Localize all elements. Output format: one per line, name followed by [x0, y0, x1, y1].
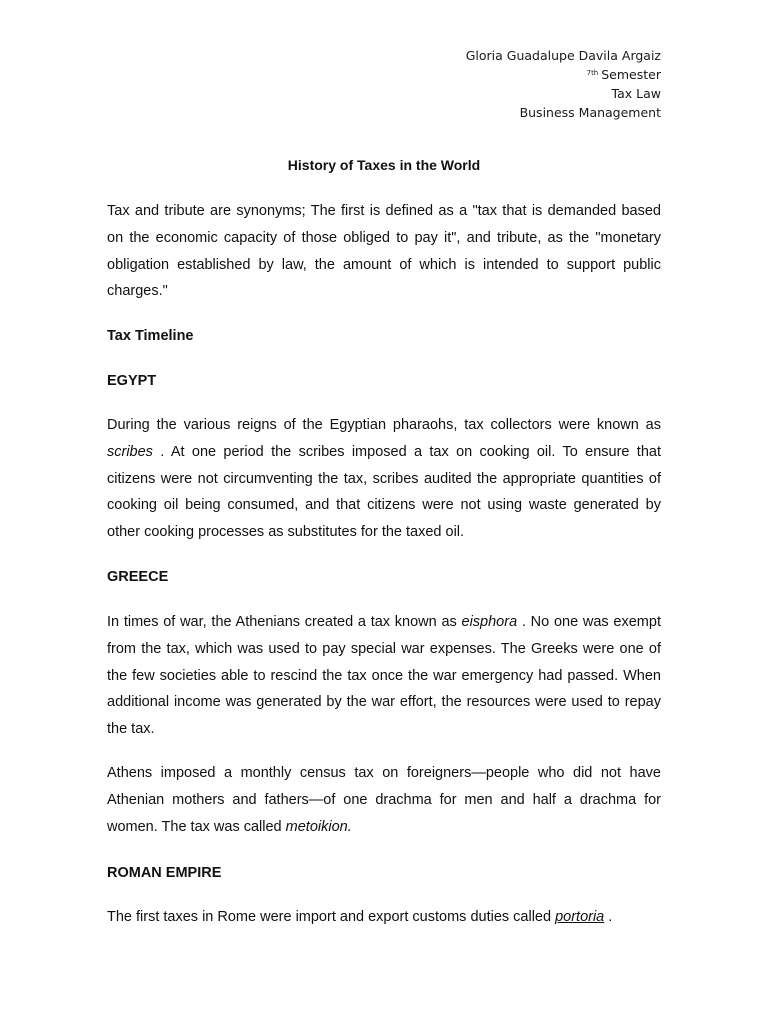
rome-heading: ROMAN EMPIRE	[107, 865, 222, 881]
semester-ordinal: 7th	[586, 69, 599, 77]
egypt-term: scribes	[107, 443, 153, 460]
rome-text-before: The first taxes in Rome were import and export customs duties called	[107, 909, 556, 925]
egypt-text-before: During the various reigns of the Egyptian pharaohs, tax collectors were known as	[107, 417, 661, 433]
author-name: Gloria Guadalupe Davila Argaiz	[465, 48, 661, 63]
greece-p2-before: Athens imposed a monthly census tax on foreigners—people who did not have Athenian mothers and fathers—of one drachma for men and half a drachma for women. The tax was called	[107, 765, 661, 835]
greece-paragraph-1	[107, 609, 661, 743]
rome-term: portoria	[555, 909, 605, 925]
greece-p2-term: metoikion.	[285, 818, 352, 835]
program-name: Business Management	[519, 105, 661, 120]
greece-p1-term: eisphora	[461, 614, 518, 630]
semester-label: Semester	[601, 67, 661, 82]
document-title: History of Taxes in the World	[287, 157, 481, 173]
greece-paragraph-2	[107, 760, 661, 840]
timeline-heading: Tax Timeline	[107, 328, 194, 344]
greece-p1-before: In times of war, the Athenians created a tax known as	[107, 614, 462, 630]
intro-text: Tax and tribute are synonyms; The first is defined as a "tax that is demanded based on the economic capacity of those obliged to pay it", and tribute, as the "monetary obligation established by law, the amount of which is intended to support public charges."	[107, 203, 661, 300]
semester-line	[466, 65, 661, 84]
rome-text-after: .	[604, 909, 613, 925]
egypt-text-after: . At one period the scribes imposed a tax on cooking oil. To ensure that citizens were not circumventing the tax, scribes audited the appropriate quantities of cooking oil being consumed, and that citizens were not using waste generated by other cooking processes as substitutes for the taxed oil.	[107, 443, 661, 541]
greece-p1-after: . No one was exempt from the tax, which was used to pay special war expenses. The Greeks were one of the few societies able to rescind the tax once the war emergency had passed. When additional income was generated by the war effort, the resources were used to repay the tax.	[107, 614, 661, 738]
course-name: Tax Law	[611, 86, 661, 101]
rome-paragraph	[107, 904, 661, 931]
egypt-paragraph	[107, 412, 661, 546]
intro-paragraph	[107, 198, 661, 305]
greece-heading: GREECE	[107, 569, 169, 585]
egypt-heading: EGYPT	[107, 373, 157, 389]
author-header	[466, 46, 661, 122]
